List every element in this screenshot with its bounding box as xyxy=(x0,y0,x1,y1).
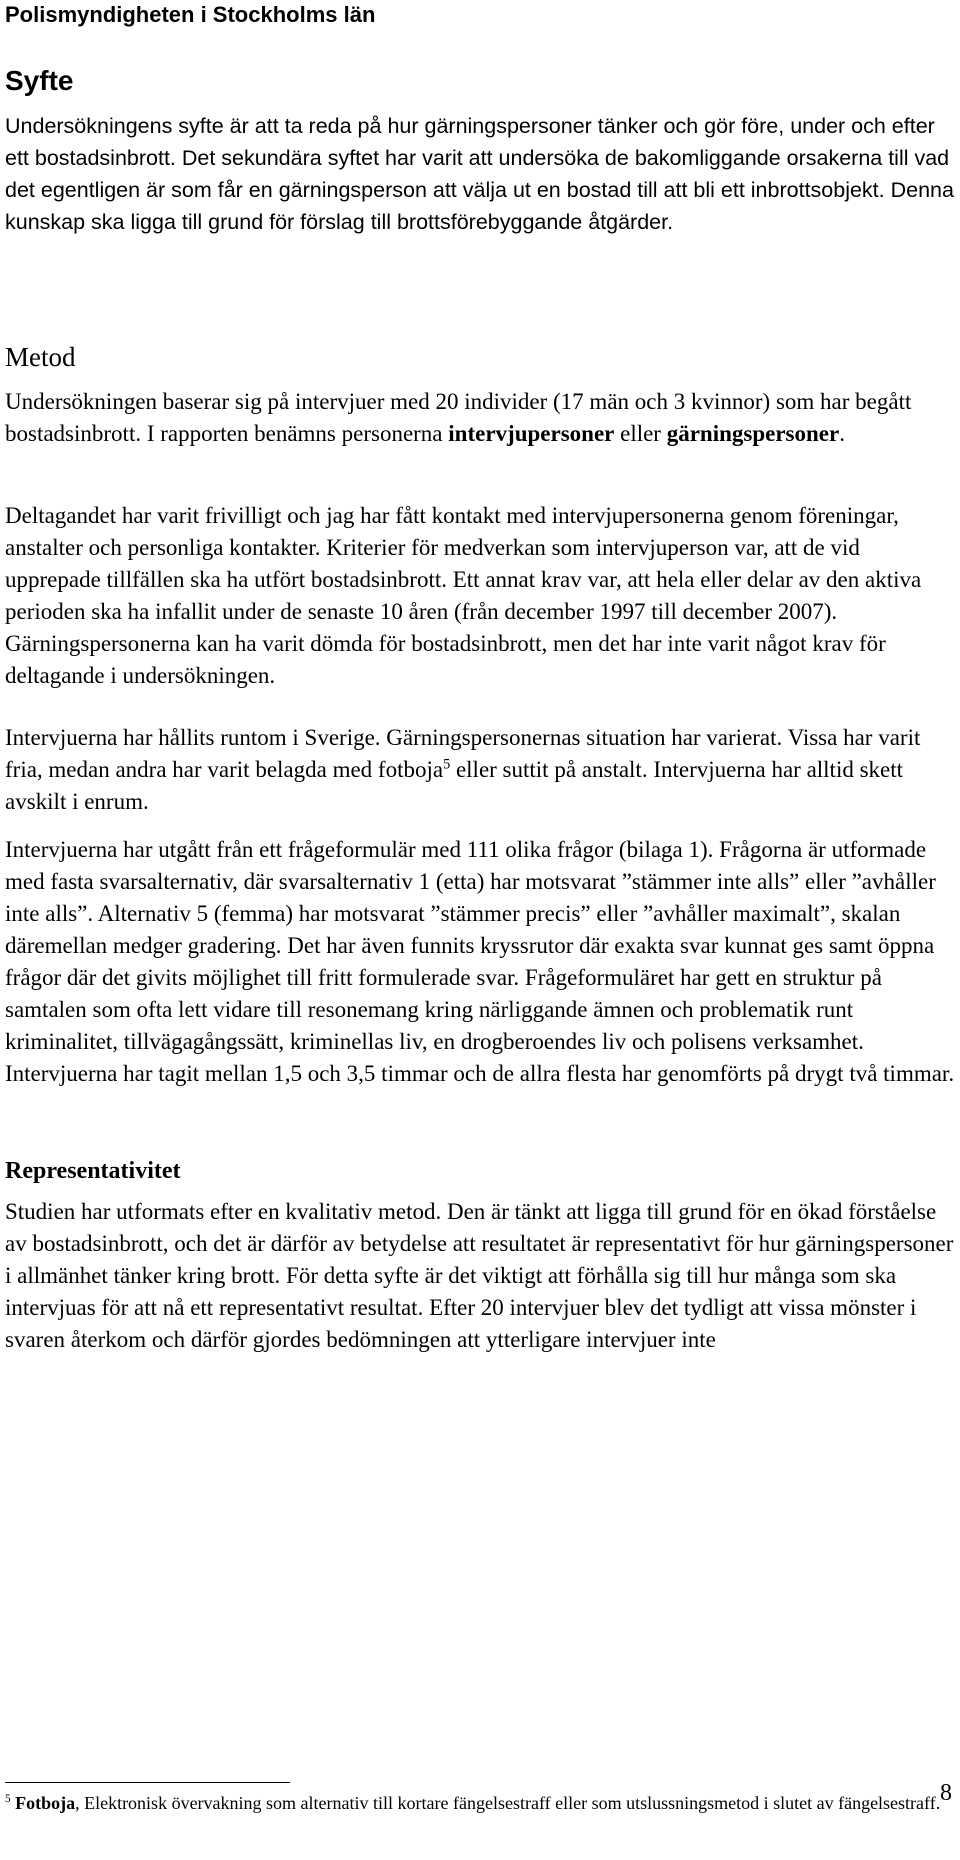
metod-p1-text-c: eller xyxy=(614,421,667,446)
syfte-paragraph: Undersökningens syfte är att ta reda på hur gärningspersoner tänker och gör före, under och efter ett bostadsinbrott. Det sekundära syftet har varit att undersöka de bakomliggande orsakerna till vad det egentligen är som får en gärningsperson att välja ut en bostad till att bli ett inbrottsobjekt. Denna kunskap ska ligga till grund för förslag till brottsförebyggande åtgärder. xyxy=(5,114,954,234)
term-intervjupersoner: intervjupersoner xyxy=(448,421,615,446)
syfte-heading: Syfte xyxy=(5,65,74,96)
metod-p3-text-a: Intervjuerna har hållits runtom i Sverige. Gärningspersonernas situation har varierat. Vissa har varit fria, medan andra har varit belagda med fotboja xyxy=(5,725,921,782)
metod-paragraph-1 xyxy=(5,386,955,450)
metod-paragraph-4: Intervjuerna har utgått från ett frågeformulär med 111 olika frågor (bilaga 1). Frågorna är utformade med fasta svarsalternativ, där svarsalternativ 1 (etta) har motsvarat ”stämmer inte alls” eller ”avhåller inte alls”. Alternativ 5 (femma) har motsvarat ”stämmer precis” eller ”avhåller maximalt”, skalan däremellan medger gradering. Det har även funnits kryssrutor där exakta svar kunnat ges samt öppna frågor där det givits möjlighet till fritt formulerade svar. Frågeformuläret har gett en struktur på samtalen som ofta lett vidare till resonemang kring närliggande ämnen och problematik runt kriminalitet, tillvägagångssätt, kriminellas liv, en drogberoendes liv och polisens verksamhet. Intervjuerna har tagit mellan 1,5 och 3,5 timmar och de allra flesta har genomförts på drygt två timmar. xyxy=(5,837,955,1086)
footnote xyxy=(5,1790,945,1816)
metod-paragraph-2: Deltagandet har varit frivilligt och jag har fått kontakt med intervjupersonerna genom föreningar, anstalter och personliga kontakter. Kriterier för medverkan som intervjuperson var, att de vid upprepade tillfällen ska ha utfört bostadsinbrott. Ett annat krav var, att hela eller delar av den aktiva perioden ska ha infallit under de senaste 10 åren (från december 1997 till december 2007). Gärningspersonerna kan ha varit dömda för bostadsinbrott, men det har inte varit något krav för deltagande i undersökningen. xyxy=(5,503,922,688)
metod-paragraph-3 xyxy=(5,722,955,818)
metod-p1-text-a: Undersökningen baserar sig på intervjuer med 20 individer (17 män och 3 kvinnor) som har begått bostadsinbrott. I rapporten benämns personerna xyxy=(5,389,912,446)
page-number: 8 xyxy=(940,1780,952,1806)
representativitet-paragraph: Studien har utformats efter en kvalitativ metod. Den är tänkt att ligga till grund för en ökad förståelse av bostadsinbrott, och det är därför av betydelse att resultatet är representativt för hur gärningspersoner i allmänhet tänker kring brott. För detta syfte är det viktigt att förhålla sig till hur många som ska intervjuas för att nå ett representativt resultat. Efter 20 intervjuer blev det tydligt att vissa mönster i svaren återkom och därför gjordes bedömningen att ytterligare intervjuer inte xyxy=(5,1199,954,1352)
footnote-reference: 5 xyxy=(443,756,451,773)
metod-heading: Metod xyxy=(5,342,76,372)
page-header: Polismyndigheten i Stockholms län xyxy=(5,2,376,27)
footnote-text: , Elektronisk övervakning som alternativ till kortare fängelsestraff eller som utslussningsmetod i slutet av fängelsestraff. xyxy=(75,1793,941,1813)
footnote-number: 5 xyxy=(5,1793,11,1805)
metod-p1-text-d: . xyxy=(839,421,845,446)
term-garningspersoner: gärningspersoner xyxy=(666,421,840,446)
footnote-term: Fotboja xyxy=(15,1793,76,1813)
footnote-separator xyxy=(5,1782,290,1783)
representativitet-heading: Representativitet xyxy=(5,1158,181,1184)
metod-p3-text-b: eller suttit på anstalt. Intervjuerna har alltid skett avskilt i enrum. xyxy=(5,757,904,814)
